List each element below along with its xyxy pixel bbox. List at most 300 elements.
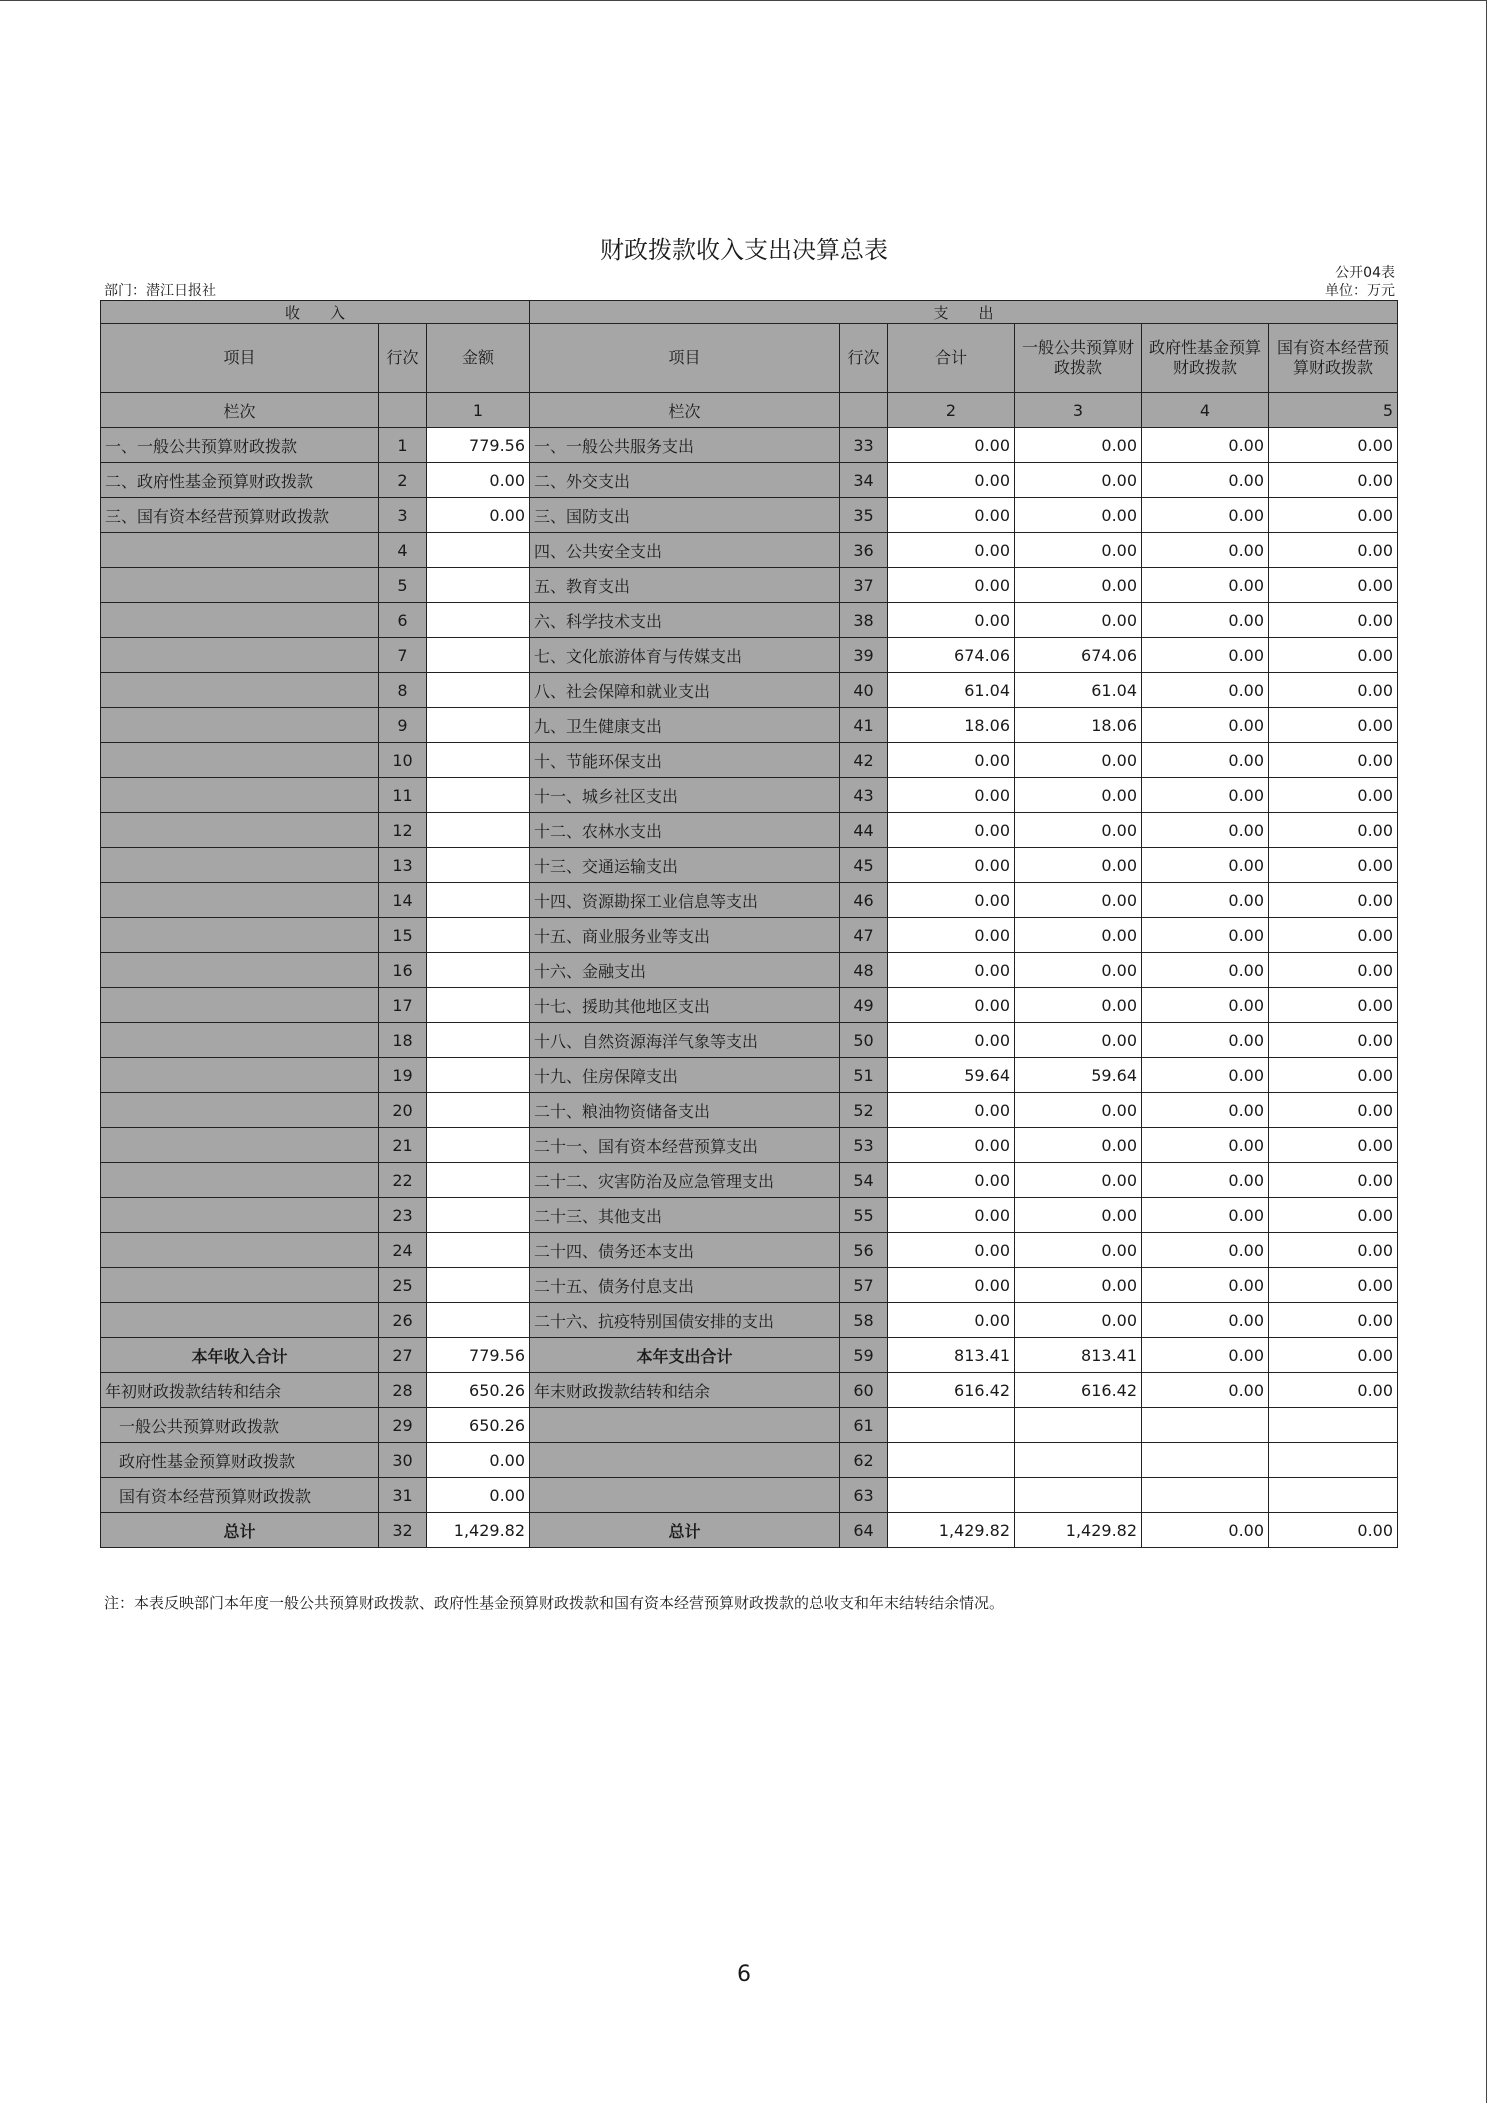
expense-fund: 0.00 bbox=[1142, 1128, 1269, 1163]
col-2: 2 bbox=[888, 393, 1015, 428]
grand-total-row bbox=[101, 1513, 1398, 1548]
carry-sub-state-blank bbox=[1269, 1408, 1398, 1443]
carry-sub-expense-blank bbox=[530, 1408, 840, 1443]
expense-item: 四、公共安全支出 bbox=[530, 533, 840, 568]
income-row-no: 14 bbox=[379, 883, 427, 918]
expense-row-no: 42 bbox=[840, 743, 888, 778]
expense-state: 0.00 bbox=[1269, 463, 1398, 498]
expense-item: 二、外交支出 bbox=[530, 463, 840, 498]
expense-item: 十一、城乡社区支出 bbox=[530, 778, 840, 813]
income-amount: 779.56 bbox=[427, 428, 530, 463]
table-row bbox=[101, 1233, 1398, 1268]
expense-state: 0.00 bbox=[1269, 533, 1398, 568]
expense-fund: 0.00 bbox=[1142, 848, 1269, 883]
expense-state: 0.00 bbox=[1269, 1303, 1398, 1338]
expense-fund: 0.00 bbox=[1142, 428, 1269, 463]
expense-row-no: 52 bbox=[840, 1093, 888, 1128]
income-amount bbox=[427, 743, 530, 778]
income-amount bbox=[427, 883, 530, 918]
expense-general: 0.00 bbox=[1015, 1198, 1142, 1233]
header-state: 国有资本经营预算财政拨款 bbox=[1269, 324, 1398, 393]
header-exp-row-no: 行次 bbox=[840, 324, 888, 393]
expense-total: 674.06 bbox=[888, 638, 1015, 673]
table-row bbox=[101, 498, 1398, 533]
income-amount bbox=[427, 1058, 530, 1093]
expense-row-no: 40 bbox=[840, 673, 888, 708]
expense-general: 0.00 bbox=[1015, 778, 1142, 813]
expense-fund: 0.00 bbox=[1142, 1093, 1269, 1128]
income-row-no: 9 bbox=[379, 708, 427, 743]
income-amount bbox=[427, 673, 530, 708]
table-row bbox=[101, 848, 1398, 883]
expense-row-no: 53 bbox=[840, 1128, 888, 1163]
income-amount bbox=[427, 1268, 530, 1303]
carry-sub-row bbox=[101, 1443, 1398, 1478]
expense-general: 0.00 bbox=[1015, 988, 1142, 1023]
carry-sub-fund-blank bbox=[1142, 1478, 1269, 1513]
expense-row-no: 56 bbox=[840, 1233, 888, 1268]
expense-total: 0.00 bbox=[888, 603, 1015, 638]
expense-total: 0.00 bbox=[888, 813, 1015, 848]
expense-general: 0.00 bbox=[1015, 533, 1142, 568]
carry-sub-expense-row-no: 63 bbox=[840, 1478, 888, 1513]
carry-sub-amount: 0.00 bbox=[427, 1443, 530, 1478]
expense-state: 0.00 bbox=[1269, 568, 1398, 603]
table-row bbox=[101, 1128, 1398, 1163]
expense-item: 二十六、抗疫特别国债安排的支出 bbox=[530, 1303, 840, 1338]
expense-section-header: 支 出 bbox=[530, 301, 1398, 324]
expense-row-no: 50 bbox=[840, 1023, 888, 1058]
table-row bbox=[101, 883, 1398, 918]
expense-row-no: 46 bbox=[840, 883, 888, 918]
expense-general: 59.64 bbox=[1015, 1058, 1142, 1093]
grand-total-expense-general: 1,429.82 bbox=[1015, 1513, 1142, 1548]
carry-sub-expense-row-no: 61 bbox=[840, 1408, 888, 1443]
grand-total-income-row-no: 32 bbox=[379, 1513, 427, 1548]
expense-item: 十三、交通运输支出 bbox=[530, 848, 840, 883]
expense-fund: 0.00 bbox=[1142, 498, 1269, 533]
income-item bbox=[101, 778, 379, 813]
expense-fund: 0.00 bbox=[1142, 533, 1269, 568]
carry-sub-state-blank bbox=[1269, 1478, 1398, 1513]
expense-total: 0.00 bbox=[888, 1303, 1015, 1338]
expense-fund: 0.00 bbox=[1142, 813, 1269, 848]
carry-sub-expense-row-no: 62 bbox=[840, 1443, 888, 1478]
expense-row-no: 54 bbox=[840, 1163, 888, 1198]
expense-fund: 0.00 bbox=[1142, 638, 1269, 673]
expense-row-no: 43 bbox=[840, 778, 888, 813]
grand-total-income-label: 总计 bbox=[101, 1513, 379, 1548]
income-amount bbox=[427, 1023, 530, 1058]
expense-total: 0.00 bbox=[888, 1093, 1015, 1128]
income-row-no: 8 bbox=[379, 673, 427, 708]
expense-row-no: 55 bbox=[840, 1198, 888, 1233]
income-amount bbox=[427, 1198, 530, 1233]
expense-item: 一、一般公共服务支出 bbox=[530, 428, 840, 463]
expense-row-no: 38 bbox=[840, 603, 888, 638]
expense-row-no: 39 bbox=[840, 638, 888, 673]
expense-total: 0.00 bbox=[888, 883, 1015, 918]
carry-sub-row-no: 31 bbox=[379, 1478, 427, 1513]
expense-state: 0.00 bbox=[1269, 1163, 1398, 1198]
header-exp-item: 项目 bbox=[530, 324, 840, 393]
table-row bbox=[101, 1093, 1398, 1128]
income-item bbox=[101, 568, 379, 603]
year-total-expense-label: 本年支出合计 bbox=[530, 1338, 840, 1373]
expense-item: 三、国防支出 bbox=[530, 498, 840, 533]
grand-total-income-amount: 1,429.82 bbox=[427, 1513, 530, 1548]
expense-fund: 0.00 bbox=[1142, 1303, 1269, 1338]
carry-over-income-amount: 650.26 bbox=[427, 1373, 530, 1408]
expense-item: 九、卫生健康支出 bbox=[530, 708, 840, 743]
expense-state: 0.00 bbox=[1269, 1023, 1398, 1058]
expense-total: 0.00 bbox=[888, 498, 1015, 533]
expense-row-no: 57 bbox=[840, 1268, 888, 1303]
income-amount bbox=[427, 918, 530, 953]
income-row-no: 3 bbox=[379, 498, 427, 533]
income-amount: 0.00 bbox=[427, 498, 530, 533]
expense-row-no: 36 bbox=[840, 533, 888, 568]
expense-row-no: 44 bbox=[840, 813, 888, 848]
col-5: 5 bbox=[1269, 393, 1398, 428]
expense-general: 0.00 bbox=[1015, 603, 1142, 638]
expense-fund: 0.00 bbox=[1142, 463, 1269, 498]
page-number: 6 bbox=[737, 1962, 751, 1987]
expense-general: 0.00 bbox=[1015, 428, 1142, 463]
income-item bbox=[101, 1163, 379, 1198]
expense-state: 0.00 bbox=[1269, 1198, 1398, 1233]
budget-summary-table bbox=[100, 300, 1398, 1548]
carry-sub-general-blank bbox=[1015, 1478, 1142, 1513]
income-item bbox=[101, 673, 379, 708]
header-general: 一般公共预算财政拨款 bbox=[1015, 324, 1142, 393]
expense-row-no: 47 bbox=[840, 918, 888, 953]
income-item bbox=[101, 953, 379, 988]
income-item bbox=[101, 708, 379, 743]
table-row bbox=[101, 1058, 1398, 1093]
expense-state: 0.00 bbox=[1269, 1268, 1398, 1303]
expense-total: 0.00 bbox=[888, 428, 1015, 463]
expense-general: 61.04 bbox=[1015, 673, 1142, 708]
income-row-no: 23 bbox=[379, 1198, 427, 1233]
col-empty bbox=[379, 393, 427, 428]
expense-item: 二十一、国有资本经营预算支出 bbox=[530, 1128, 840, 1163]
year-total-expense-fund: 0.00 bbox=[1142, 1338, 1269, 1373]
income-row-no: 26 bbox=[379, 1303, 427, 1338]
income-row-no: 13 bbox=[379, 848, 427, 883]
form-number: 公开04表 bbox=[1335, 265, 1395, 281]
expense-fund: 0.00 bbox=[1142, 953, 1269, 988]
income-amount bbox=[427, 988, 530, 1023]
expense-general: 0.00 bbox=[1015, 883, 1142, 918]
carry-sub-item: 政府性基金预算财政拨款 bbox=[101, 1443, 379, 1478]
expense-fund: 0.00 bbox=[1142, 988, 1269, 1023]
expense-fund: 0.00 bbox=[1142, 1163, 1269, 1198]
page-title: 财政拨款收入支出决算总表 bbox=[600, 236, 888, 264]
expense-total: 18.06 bbox=[888, 708, 1015, 743]
expense-total: 0.00 bbox=[888, 463, 1015, 498]
table-row bbox=[101, 918, 1398, 953]
expense-item: 二十四、债务还本支出 bbox=[530, 1233, 840, 1268]
expense-item: 二十二、灾害防治及应急管理支出 bbox=[530, 1163, 840, 1198]
carry-sub-amount: 0.00 bbox=[427, 1478, 530, 1513]
expense-general: 0.00 bbox=[1015, 848, 1142, 883]
carry-sub-general-blank bbox=[1015, 1443, 1142, 1478]
income-row-no: 21 bbox=[379, 1128, 427, 1163]
col-exp-empty bbox=[840, 393, 888, 428]
income-item bbox=[101, 1093, 379, 1128]
grand-total-expense-label: 总计 bbox=[530, 1513, 840, 1548]
carry-sub-row-no: 30 bbox=[379, 1443, 427, 1478]
income-row-no: 17 bbox=[379, 988, 427, 1023]
income-amount bbox=[427, 1163, 530, 1198]
expense-fund: 0.00 bbox=[1142, 1023, 1269, 1058]
income-row-no: 18 bbox=[379, 1023, 427, 1058]
expense-item: 十七、援助其他地区支出 bbox=[530, 988, 840, 1023]
table-row bbox=[101, 1163, 1398, 1198]
expense-total: 0.00 bbox=[888, 533, 1015, 568]
income-row-no: 7 bbox=[379, 638, 427, 673]
expense-item: 六、科学技术支出 bbox=[530, 603, 840, 638]
expense-row-no: 45 bbox=[840, 848, 888, 883]
income-amount bbox=[427, 1093, 530, 1128]
expense-total: 59.64 bbox=[888, 1058, 1015, 1093]
expense-state: 0.00 bbox=[1269, 428, 1398, 463]
income-item bbox=[101, 603, 379, 638]
year-total-income-label: 本年收入合计 bbox=[101, 1338, 379, 1373]
expense-general: 0.00 bbox=[1015, 743, 1142, 778]
income-row-no: 16 bbox=[379, 953, 427, 988]
income-item bbox=[101, 1268, 379, 1303]
carry-sub-item: 国有资本经营预算财政拨款 bbox=[101, 1478, 379, 1513]
grand-total-expense-state: 0.00 bbox=[1269, 1513, 1398, 1548]
carry-over-income-row-no: 28 bbox=[379, 1373, 427, 1408]
expense-general: 0.00 bbox=[1015, 1163, 1142, 1198]
expense-fund: 0.00 bbox=[1142, 1233, 1269, 1268]
expense-total: 0.00 bbox=[888, 743, 1015, 778]
table-row bbox=[101, 1268, 1398, 1303]
income-amount bbox=[427, 568, 530, 603]
expense-state: 0.00 bbox=[1269, 953, 1398, 988]
expense-fund: 0.00 bbox=[1142, 673, 1269, 708]
carry-sub-row-no: 29 bbox=[379, 1408, 427, 1443]
expense-state: 0.00 bbox=[1269, 638, 1398, 673]
expense-item: 十四、资源勘探工业信息等支出 bbox=[530, 883, 840, 918]
income-item bbox=[101, 1023, 379, 1058]
expense-item: 十五、商业服务业等支出 bbox=[530, 918, 840, 953]
income-amount bbox=[427, 603, 530, 638]
expense-row-no: 34 bbox=[840, 463, 888, 498]
expense-total: 0.00 bbox=[888, 1268, 1015, 1303]
expense-fund: 0.00 bbox=[1142, 743, 1269, 778]
income-item: 一、一般公共预算财政拨款 bbox=[101, 428, 379, 463]
income-item bbox=[101, 918, 379, 953]
expense-item: 二十三、其他支出 bbox=[530, 1198, 840, 1233]
expense-general: 0.00 bbox=[1015, 1268, 1142, 1303]
income-item bbox=[101, 638, 379, 673]
table-row bbox=[101, 568, 1398, 603]
income-row-no: 25 bbox=[379, 1268, 427, 1303]
expense-general: 0.00 bbox=[1015, 498, 1142, 533]
expense-row-no: 51 bbox=[840, 1058, 888, 1093]
income-item: 二、政府性基金预算财政拨款 bbox=[101, 463, 379, 498]
table-row bbox=[101, 743, 1398, 778]
header-total: 合计 bbox=[888, 324, 1015, 393]
income-amount bbox=[427, 813, 530, 848]
income-amount bbox=[427, 533, 530, 568]
table-row bbox=[101, 953, 1398, 988]
col-1: 1 bbox=[427, 393, 530, 428]
expense-state: 0.00 bbox=[1269, 848, 1398, 883]
carry-over-expense-total: 616.42 bbox=[888, 1373, 1015, 1408]
expense-state: 0.00 bbox=[1269, 778, 1398, 813]
expense-state: 0.00 bbox=[1269, 813, 1398, 848]
expense-total: 0.00 bbox=[888, 848, 1015, 883]
income-item bbox=[101, 988, 379, 1023]
department-label: 部门：潜江日报社 bbox=[104, 283, 216, 299]
expense-state: 0.00 bbox=[1269, 1128, 1398, 1163]
year-total-expense-row-no: 59 bbox=[840, 1338, 888, 1373]
expense-state: 0.00 bbox=[1269, 918, 1398, 953]
expense-total: 0.00 bbox=[888, 778, 1015, 813]
income-amount bbox=[427, 1303, 530, 1338]
expense-row-no: 48 bbox=[840, 953, 888, 988]
income-amount bbox=[427, 1233, 530, 1268]
expense-total: 0.00 bbox=[888, 1163, 1015, 1198]
expense-general: 0.00 bbox=[1015, 953, 1142, 988]
col-3: 3 bbox=[1015, 393, 1142, 428]
expense-total: 0.00 bbox=[888, 1198, 1015, 1233]
income-item bbox=[101, 1198, 379, 1233]
table-row bbox=[101, 603, 1398, 638]
carry-over-income-label: 年初财政拨款结转和结余 bbox=[101, 1373, 379, 1408]
table-row bbox=[101, 428, 1398, 463]
carry-over-expense-general: 616.42 bbox=[1015, 1373, 1142, 1408]
expense-state: 0.00 bbox=[1269, 988, 1398, 1023]
expense-total: 0.00 bbox=[888, 568, 1015, 603]
year-total-row bbox=[101, 1338, 1398, 1373]
table-row bbox=[101, 1303, 1398, 1338]
header-amount: 金额 bbox=[427, 324, 530, 393]
expense-fund: 0.00 bbox=[1142, 568, 1269, 603]
table-row bbox=[101, 673, 1398, 708]
expense-general: 0.00 bbox=[1015, 813, 1142, 848]
income-item bbox=[101, 1233, 379, 1268]
carry-sub-fund-blank bbox=[1142, 1443, 1269, 1478]
table-row bbox=[101, 988, 1398, 1023]
expense-item: 八、社会保障和就业支出 bbox=[530, 673, 840, 708]
expense-state: 0.00 bbox=[1269, 603, 1398, 638]
expense-general: 0.00 bbox=[1015, 1093, 1142, 1128]
income-item bbox=[101, 533, 379, 568]
income-row-no: 1 bbox=[379, 428, 427, 463]
expense-general: 0.00 bbox=[1015, 1233, 1142, 1268]
income-amount bbox=[427, 638, 530, 673]
table-row bbox=[101, 533, 1398, 568]
expense-item: 十六、金融支出 bbox=[530, 953, 840, 988]
income-row-no: 11 bbox=[379, 778, 427, 813]
expense-general: 674.06 bbox=[1015, 638, 1142, 673]
carry-sub-fund-blank bbox=[1142, 1408, 1269, 1443]
expense-item: 十、节能环保支出 bbox=[530, 743, 840, 778]
income-item bbox=[101, 1058, 379, 1093]
carry-sub-expense-blank bbox=[530, 1478, 840, 1513]
carry-sub-item: 一般公共预算财政拨款 bbox=[101, 1408, 379, 1443]
expense-item: 二十、粮油物资储备支出 bbox=[530, 1093, 840, 1128]
header-fund: 政府性基金预算财政拨款 bbox=[1142, 324, 1269, 393]
expense-state: 0.00 bbox=[1269, 743, 1398, 778]
carry-sub-row bbox=[101, 1478, 1398, 1513]
expense-state: 0.00 bbox=[1269, 883, 1398, 918]
carry-over-expense-fund: 0.00 bbox=[1142, 1373, 1269, 1408]
carry-sub-general-blank bbox=[1015, 1408, 1142, 1443]
expense-item: 七、文化旅游体育与传媒支出 bbox=[530, 638, 840, 673]
expense-fund: 0.00 bbox=[1142, 918, 1269, 953]
carry-over-row bbox=[101, 1373, 1398, 1408]
income-section-header: 收 入 bbox=[101, 301, 530, 324]
expense-general: 0.00 bbox=[1015, 463, 1142, 498]
expense-item: 五、教育支出 bbox=[530, 568, 840, 603]
expense-item: 二十五、债务付息支出 bbox=[530, 1268, 840, 1303]
expense-total: 0.00 bbox=[888, 988, 1015, 1023]
expense-total: 0.00 bbox=[888, 953, 1015, 988]
income-row-no: 24 bbox=[379, 1233, 427, 1268]
expense-state: 0.00 bbox=[1269, 708, 1398, 743]
year-total-expense-general: 813.41 bbox=[1015, 1338, 1142, 1373]
expense-fund: 0.00 bbox=[1142, 883, 1269, 918]
expense-row-no: 33 bbox=[840, 428, 888, 463]
year-total-expense-state: 0.00 bbox=[1269, 1338, 1398, 1373]
grand-total-expense-row-no: 64 bbox=[840, 1513, 888, 1548]
expense-total: 0.00 bbox=[888, 918, 1015, 953]
carry-sub-row bbox=[101, 1408, 1398, 1443]
income-amount bbox=[427, 778, 530, 813]
income-item bbox=[101, 848, 379, 883]
expense-total: 61.04 bbox=[888, 673, 1015, 708]
expense-general: 0.00 bbox=[1015, 568, 1142, 603]
unit-label: 单位：万元 bbox=[1325, 283, 1395, 299]
col-4: 4 bbox=[1142, 393, 1269, 428]
expense-row-no: 49 bbox=[840, 988, 888, 1023]
expense-row-no: 58 bbox=[840, 1303, 888, 1338]
expense-fund: 0.00 bbox=[1142, 603, 1269, 638]
income-amount: 0.00 bbox=[427, 463, 530, 498]
year-total-income-row-no: 27 bbox=[379, 1338, 427, 1373]
carry-over-expense-row-no: 60 bbox=[840, 1373, 888, 1408]
expense-fund: 0.00 bbox=[1142, 1198, 1269, 1233]
income-row-no: 10 bbox=[379, 743, 427, 778]
expense-general: 0.00 bbox=[1015, 918, 1142, 953]
income-item bbox=[101, 1128, 379, 1163]
expense-total: 0.00 bbox=[888, 1023, 1015, 1058]
carry-sub-total-blank bbox=[888, 1478, 1015, 1513]
table-row bbox=[101, 1023, 1398, 1058]
carry-sub-amount: 650.26 bbox=[427, 1408, 530, 1443]
col-exp-label: 栏次 bbox=[530, 393, 840, 428]
expense-item: 十九、住房保障支出 bbox=[530, 1058, 840, 1093]
income-row-no: 5 bbox=[379, 568, 427, 603]
table-row bbox=[101, 778, 1398, 813]
income-row-no: 6 bbox=[379, 603, 427, 638]
expense-state: 0.00 bbox=[1269, 1093, 1398, 1128]
expense-general: 18.06 bbox=[1015, 708, 1142, 743]
table-row bbox=[101, 708, 1398, 743]
income-item bbox=[101, 883, 379, 918]
expense-state: 0.00 bbox=[1269, 673, 1398, 708]
table-row bbox=[101, 463, 1398, 498]
table-row bbox=[101, 638, 1398, 673]
expense-general: 0.00 bbox=[1015, 1128, 1142, 1163]
